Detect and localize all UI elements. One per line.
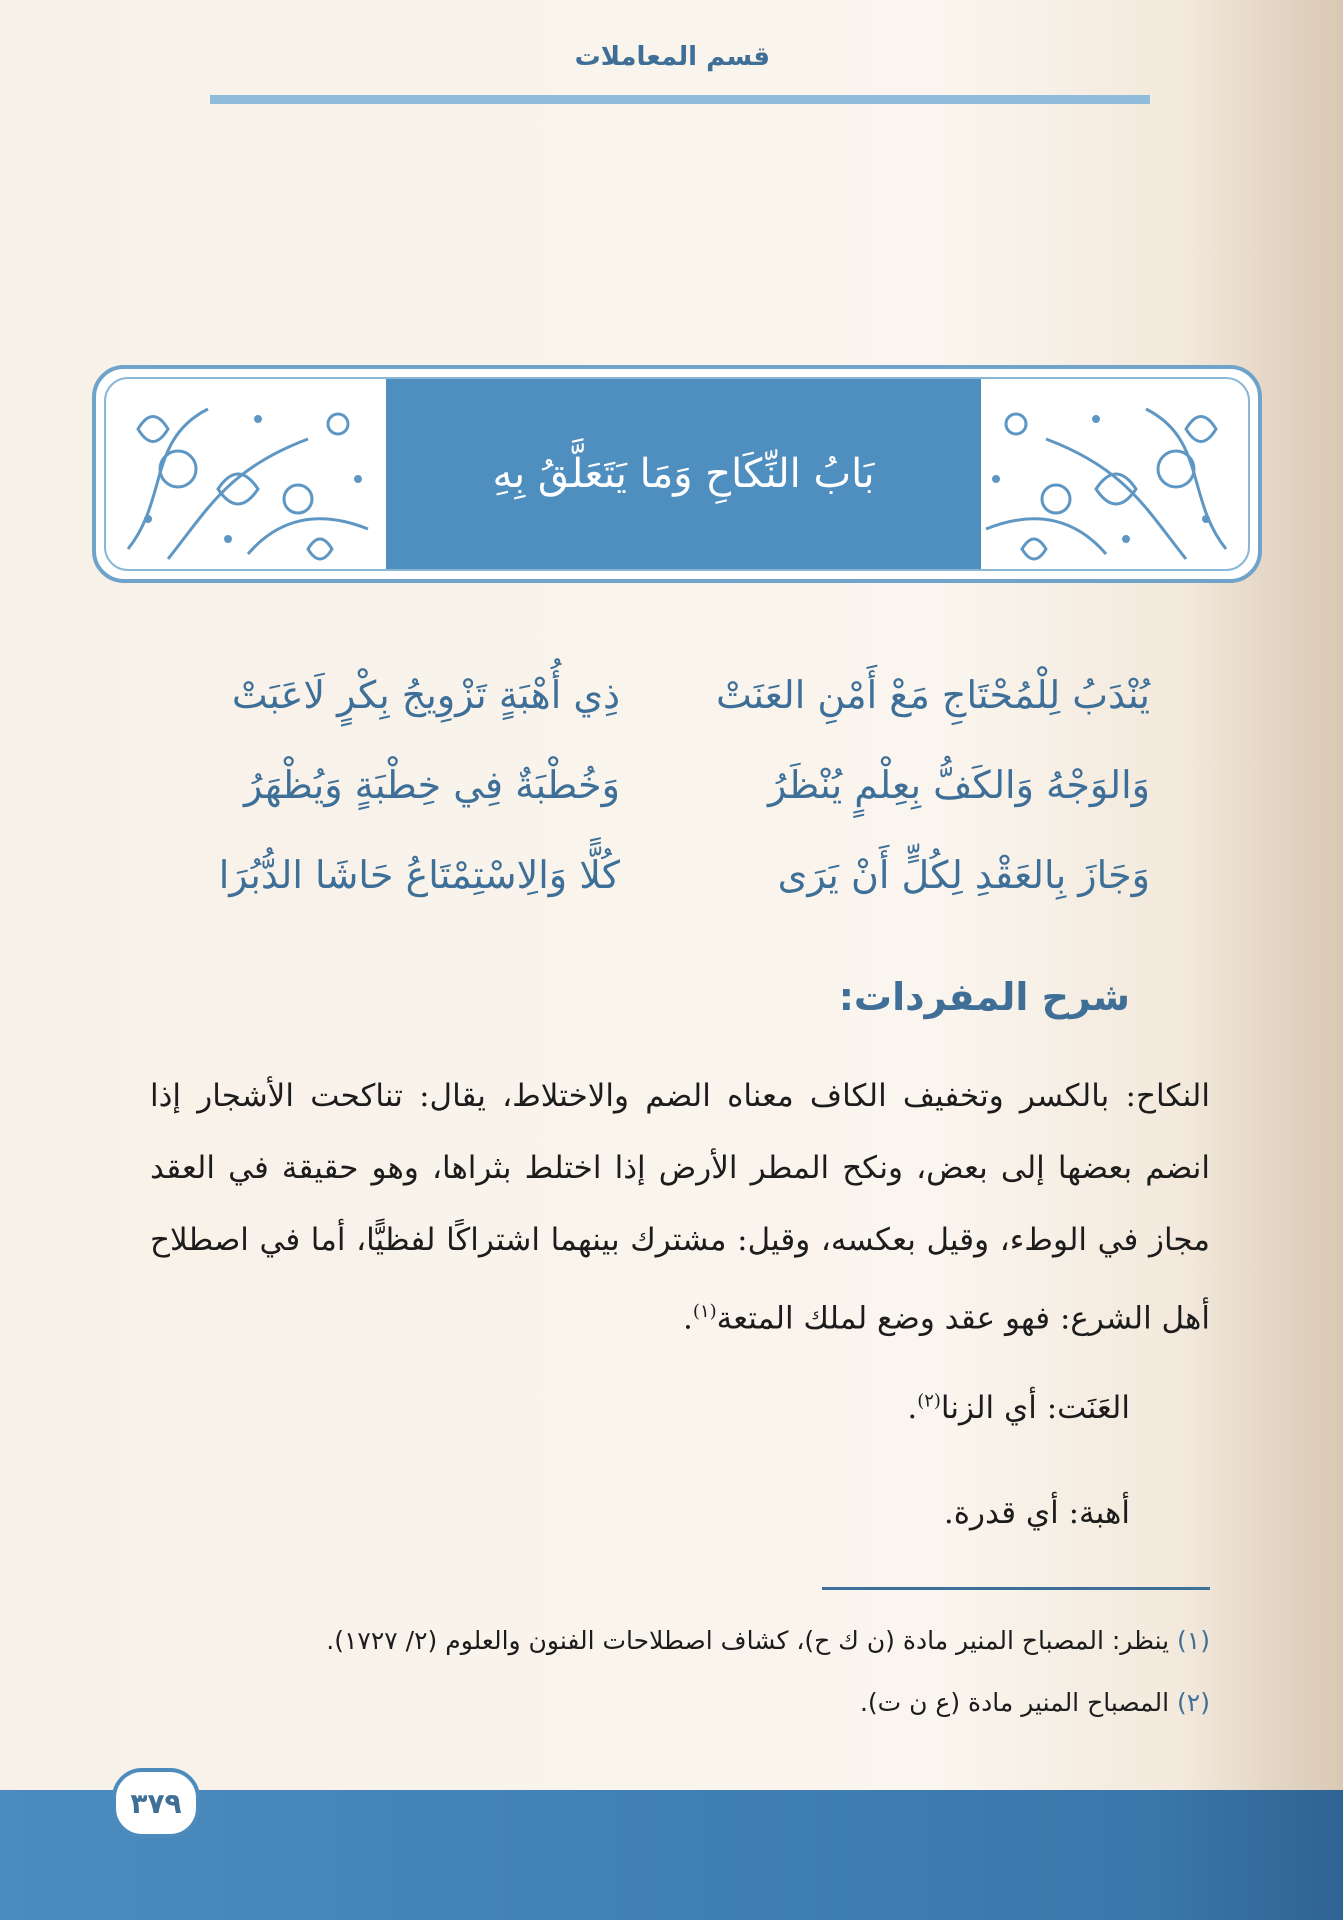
chapter-banner bbox=[92, 365, 1262, 583]
verse-line bbox=[200, 740, 1150, 830]
verse-second-hemistich: كُلًّا وَالِاسْتِمْتَاعُ حَاشَا الدُّبُرَا bbox=[218, 853, 620, 897]
footnote-mark: (٢) bbox=[1177, 1688, 1210, 1717]
footnote-rule bbox=[822, 1587, 1210, 1590]
footnote-ref[interactable]: (١) bbox=[692, 1301, 717, 1322]
verse-second-hemistich: وَخُطْبَةٌ فِي خِطْبَةٍ وَيُظْهَرُ bbox=[243, 763, 620, 807]
footnote-ref[interactable]: (٢) bbox=[917, 1390, 941, 1412]
verse-line bbox=[200, 830, 1150, 920]
footnote-text: المصباح المنير مادة (ع ن ت). bbox=[859, 1688, 1170, 1717]
verse-first-hemistich: وَجَازَ بِالعَقْدِ لِكُلٍّ أَنْ يَرَى bbox=[777, 853, 1150, 897]
section-heading: شرح المفردات: bbox=[838, 975, 1130, 1019]
definition-text: العَنَت: أي الزنا bbox=[940, 1390, 1130, 1426]
paragraph-end: . bbox=[683, 1300, 693, 1337]
floral-ornament-right bbox=[966, 379, 1246, 569]
definition-text: أهبة: أي قدرة. bbox=[943, 1495, 1130, 1531]
definition-end: . bbox=[907, 1390, 918, 1426]
definition-line bbox=[150, 1390, 1130, 1426]
verse-first-hemistich: وَالوَجْهُ وَالكَفُّ بِعِلْمٍ يُنْظَرُ bbox=[768, 763, 1150, 807]
running-head: قسم المعاملات bbox=[574, 42, 770, 72]
verse-first-hemistich: يُنْدَبُ لِلْمُحْتَاجِ مَعْ أَمْنِ العَنَتْ bbox=[716, 673, 1150, 717]
verse-second-hemistich: ذِي أُهْبَةٍ تَزْوِيجُ بِكْرٍ لَاعَبَتْ bbox=[231, 673, 620, 717]
header-rule bbox=[210, 95, 1150, 104]
footnote-text: ينظر: المصباح المنير مادة (ن ك ح)، كشاف اصطلاحات الفنون والعلوم (٢/ ١٧٢٧). bbox=[326, 1626, 1170, 1655]
banner-title-box bbox=[386, 379, 981, 569]
verse-block bbox=[200, 650, 1150, 920]
paragraph-text: النكاح: بالكسر وتخفيف الكاف معناه الضم والاختلاط، يقال: تناكحت الأشجار إذا انضم بعضها إلى بعض، ونكح المطر الأرض إذا اختلط بثراها، وهو حقيقة في العقد مجاز في الوطء، وقيل بعكسه، وقيل: مشترك بينهما اشتراكًا لفظيًّا، أما في اصطلاح أهل الشرع: فهو عقد وضع لملك المتعة bbox=[150, 1078, 1210, 1337]
footnote bbox=[150, 1688, 1210, 1717]
footnote-mark: (١) bbox=[1177, 1626, 1210, 1655]
page-number: ٣٧٩ bbox=[112, 1768, 200, 1838]
definition-line bbox=[150, 1495, 1130, 1531]
verse-line bbox=[200, 650, 1150, 740]
body-paragraph bbox=[150, 1060, 1210, 1354]
chapter-title: بَابُ النِّكَاحِ وَمَا يَتَعَلَّقُ بِهِ bbox=[492, 451, 875, 497]
floral-ornament-left bbox=[108, 379, 388, 569]
footnote bbox=[150, 1626, 1210, 1655]
bottom-band bbox=[0, 1790, 1343, 1920]
